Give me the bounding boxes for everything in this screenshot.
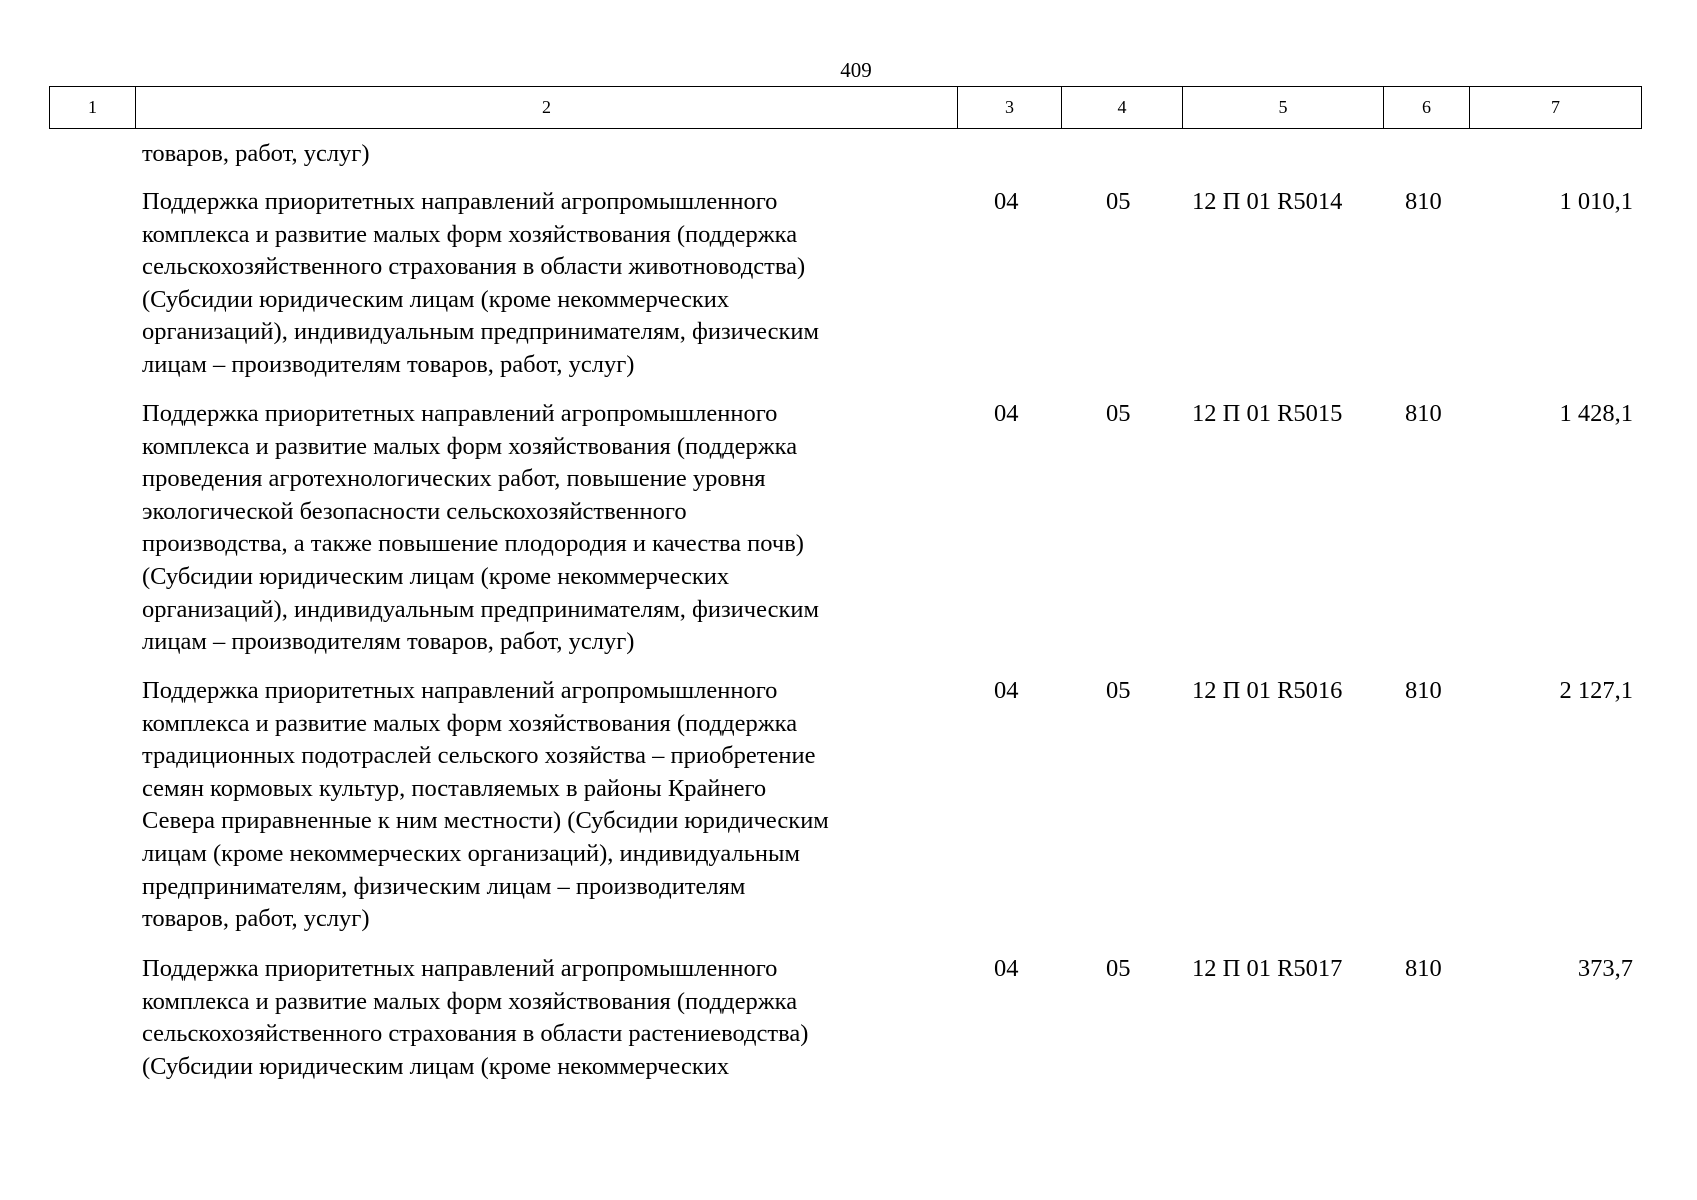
subsection-code: 05 xyxy=(1106,400,1131,427)
column-header-7: 7 xyxy=(1470,87,1642,129)
column-header-6: 6 xyxy=(1384,87,1470,129)
section-code: 04 xyxy=(994,188,1019,215)
target-article-code: 12 П 01 R5014 xyxy=(1192,188,1343,215)
row-description: товаров, работ, услуг) xyxy=(142,140,370,167)
target-article-code: 12 П 01 R5015 xyxy=(1192,400,1343,427)
row-description: Поддержка приоритетных направлений агропромышленного комплекса и развитие малых форм хозяйствования (поддержка проведения агротехнологических работ, повышение уровня экологической безопасности сельскохозяйственного производства, а также повышение плодородия и качества почв) (Субсидии юридическим лицам (кроме некоммерческих организаций), индивидуальным предпринимателям, физическим лицам – производителям товаров, работ, услуг) xyxy=(142,400,819,656)
section-code: 04 xyxy=(994,677,1019,704)
amount-value: 1 428,1 xyxy=(1559,400,1633,427)
section-code: 04 xyxy=(994,400,1019,427)
amount-value: 2 127,1 xyxy=(1559,677,1633,704)
column-header-1: 1 xyxy=(50,87,136,129)
column-header-5: 5 xyxy=(1183,87,1384,129)
expense-type-code: 810 xyxy=(1405,677,1442,704)
subsection-code: 05 xyxy=(1106,188,1131,215)
column-header-2: 2 xyxy=(136,87,958,129)
column-header-row xyxy=(50,87,1642,129)
subsection-code: 05 xyxy=(1106,677,1131,704)
expense-type-code: 810 xyxy=(1405,400,1442,427)
target-article-code: 12 П 01 R5017 xyxy=(1192,955,1343,982)
page-number: 409 xyxy=(840,58,872,82)
section-code: 04 xyxy=(994,955,1019,982)
column-header-3: 3 xyxy=(958,87,1062,129)
row-description: Поддержка приоритетных направлений агропромышленного комплекса и развитие малых форм хозяйствования (поддержка сельскохозяйственного страхования в области растениеводства) (Субсидии юридическим лицам (кроме некоммерческих xyxy=(142,955,809,1080)
subsection-code: 05 xyxy=(1106,955,1131,982)
amount-value: 373,7 xyxy=(1577,955,1633,982)
row-description: Поддержка приоритетных направлений агропромышленного комплекса и развитие малых форм хозяйствования (поддержка сельскохозяйственного страхования в области животноводства) (Субсидии юридическим лицам (кроме некоммерческих организаций), индивидуальным предпринимателям, физическим лицам – производителям товаров, работ, услуг) xyxy=(142,188,819,378)
column-header-table xyxy=(49,86,1642,129)
expense-type-code: 810 xyxy=(1405,188,1442,215)
expense-type-code: 810 xyxy=(1405,955,1442,982)
target-article-code: 12 П 01 R5016 xyxy=(1192,677,1343,704)
row-description: Поддержка приоритетных направлений агропромышленного комплекса и развитие малых форм хозяйствования (поддержка традиционных подотраслей сельского хозяйства – приобретение семян кормовых культур, поставляемых в районы Крайнего Севера приравненные к ним местности) (Субсидии юридическим лицам (кроме некоммерческих организаций), индивидуальным предпринимателям, физическим лицам – производителям товаров, работ, услуг) xyxy=(142,677,829,933)
column-header-4: 4 xyxy=(1062,87,1183,129)
amount-value: 1 010,1 xyxy=(1559,188,1633,215)
